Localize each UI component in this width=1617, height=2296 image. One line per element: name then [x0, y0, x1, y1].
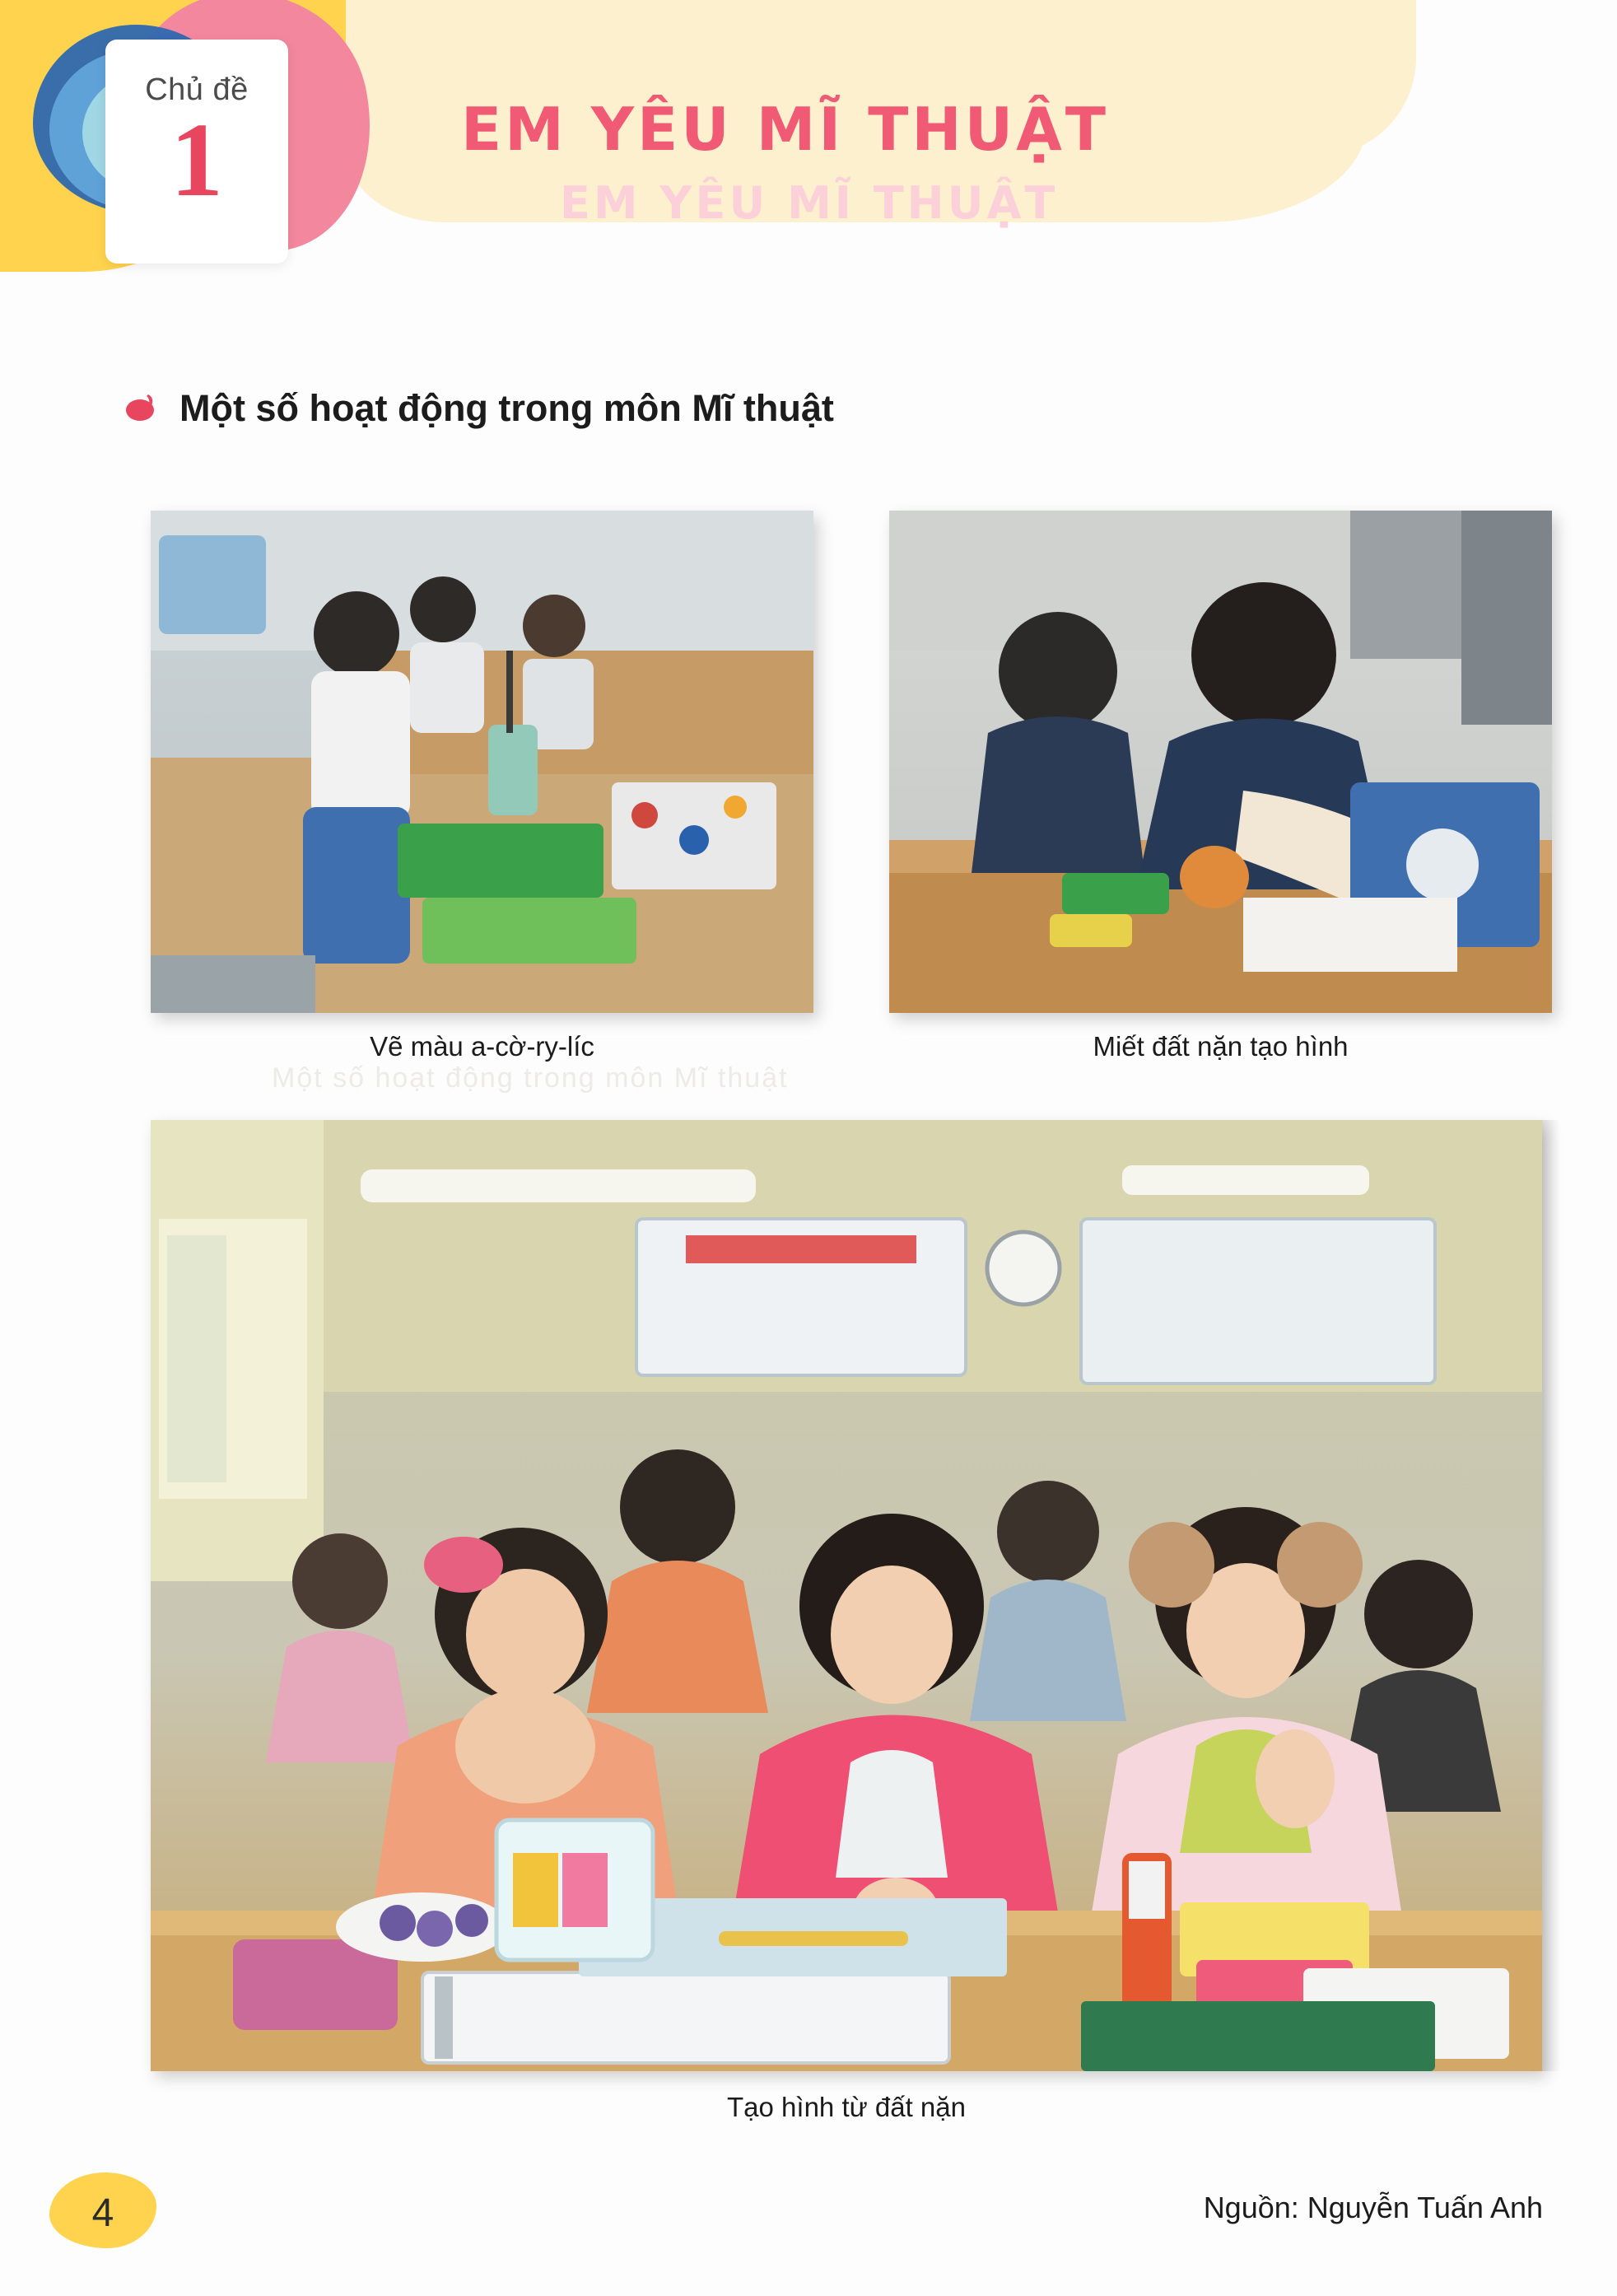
photo-clay-modelling: [889, 511, 1552, 1013]
photo-caption-clay-modelling: Miết đất nặn tạo hình: [1093, 1031, 1349, 1062]
photo-caption-acrylic: Vẽ màu a-cờ-ry-líc: [370, 1031, 594, 1062]
topic-label: Chủ đề: [145, 72, 249, 107]
page-title: EM YÊU MĨ THUẬT: [461, 95, 1109, 164]
page-title-ghost: EM YÊU MĨ THUẬT: [560, 177, 1059, 229]
section-heading: [123, 387, 834, 430]
source-credit: Nguồn: Nguyễn Tuấn Anh: [1203, 2191, 1543, 2224]
photo-edge-shadow: [1542, 1120, 1560, 2071]
section-heading-label: Một số hoạt động trong môn Mĩ thuật: [179, 387, 834, 429]
ghost-watermark-text: Một số hoạt động trong môn Mĩ thuật: [272, 1062, 789, 1094]
red-brush-dot-icon: [123, 390, 161, 427]
page-number: 4: [91, 2191, 114, 2235]
topic-number: 1: [170, 101, 223, 218]
photo-clay-shaping: [151, 1120, 1542, 2071]
photo-acrylic-painting: [151, 511, 813, 1013]
photo-caption-clay-shaping: Tạo hình từ đất nặn: [727, 2092, 966, 2122]
